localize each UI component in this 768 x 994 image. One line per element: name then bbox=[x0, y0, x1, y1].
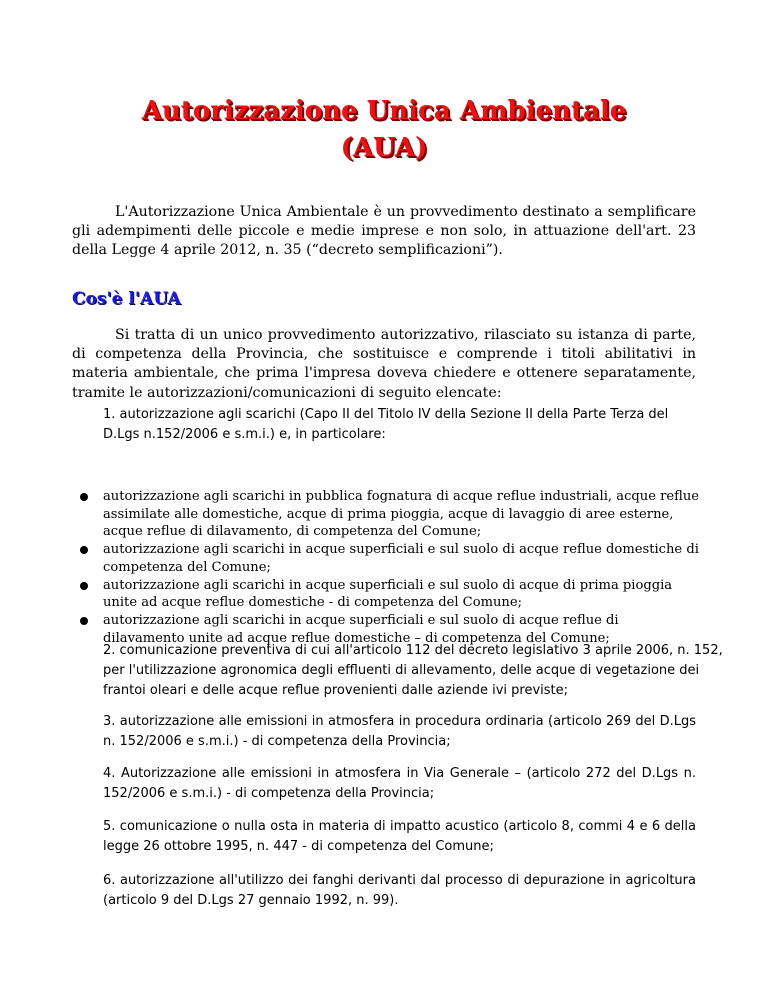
list-item-2: 2. comunicazione preventiva di cui all'articolo 112 del decreto legislativo 3 aprile 2006, n. 152, per l'utilizzazione agronomica degli effluenti di allevamento, delle acque di vegetazione dei frantoi oleari e delle acque reflue provenienti dalle aziende ivi previste; bbox=[103, 643, 723, 698]
bullet-item bbox=[80, 577, 700, 612]
document-title: Autorizzazione Unica Ambientale bbox=[141, 96, 627, 126]
intro-paragraph: L'Autorizzazione Unica Ambientale è un provvedimento destinato a semplificare gli adempimenti delle piccole e medie imprese e non solo, in attuazione dell'art. 23 della Legge 4 aprile 2012, n. 35 (“decreto semplificazioni”). bbox=[72, 204, 696, 259]
bullet-item bbox=[80, 541, 700, 576]
list-item-1: 1. autorizzazione agli scarichi (Capo II del Titolo IV della Sezione II della Parte Terza del D.Lgs n.152/2006 e s.m.i.) e, in particolare: bbox=[103, 407, 669, 442]
list-item-3: 3. autorizzazione alle emissioni in atmosfera in procedura ordinaria (articolo 269 del D.Lgs n. 152/2006 e s.m.i.) - di competenza della Provincia; bbox=[103, 714, 696, 749]
bullet-icon bbox=[80, 493, 88, 501]
bullet-text: autorizzazione agli scarichi in acque superficiali e sul suolo di acque di prima pioggia unite ad acque reflue domestiche - di competenza del Comune; bbox=[103, 577, 673, 611]
list-item-6: 6. autorizzazione all'utilizzo dei fanghi derivanti dal processo di depurazione in agricoltura (articolo 9 del D.Lgs 27 gennaio 1992, n. 99). bbox=[103, 873, 696, 908]
list-item-5: 5. comunicazione o nulla osta in materia di impatto acustico (articolo 8, commi 4 e 6 della legge 26 ottobre 1995, n. 447 - di competenza del Comune; bbox=[103, 819, 696, 854]
bullet-icon bbox=[80, 617, 88, 625]
bullet-icon bbox=[80, 546, 88, 554]
bullet-text: autorizzazione agli scarichi in acque superficiali e sul suolo di acque reflue di dilavamento unite ad acque reflue domestiche – di competenza del Comune; bbox=[103, 612, 619, 646]
document-title-acronym: (AUA) bbox=[340, 133, 428, 163]
discharge-bullet-list bbox=[80, 488, 700, 647]
bullet-text: autorizzazione agli scarichi in pubblica fognatura di acque reflue industriali, acque reflue assimilate alle domestiche, acque di prima pioggia, acque di lavaggio di aree esterne, acque reflue di dilavamento, di competenza del Comune; bbox=[103, 489, 700, 540]
bullet-icon bbox=[80, 582, 88, 590]
bullet-item bbox=[80, 488, 700, 541]
list-item-4: 4. Autorizzazione alle emissioni in atmosfera in Via Generale – (articolo 272 del D.Lgs n. 152/2006 e s.m.i.) - di competenza della Provincia; bbox=[103, 766, 696, 801]
section-paragraph: Si tratta di un unico provvedimento autorizzativo, rilasciato su istanza di parte, di competenza della Provincia, che sostituisce e comprende i titoli abilitativi in materia ambientale, che prima l'impresa doveva chiedere e ottenere separatamente, tramite le autorizzazioni/comunicazioni di seguito elencate: bbox=[72, 327, 696, 401]
section-heading: Cos'è l'AUA bbox=[72, 289, 181, 309]
bullet-text: autorizzazione agli scarichi in acque superficiali e sul suolo di acque reflue domestiche di competenza del Comune; bbox=[103, 542, 699, 575]
